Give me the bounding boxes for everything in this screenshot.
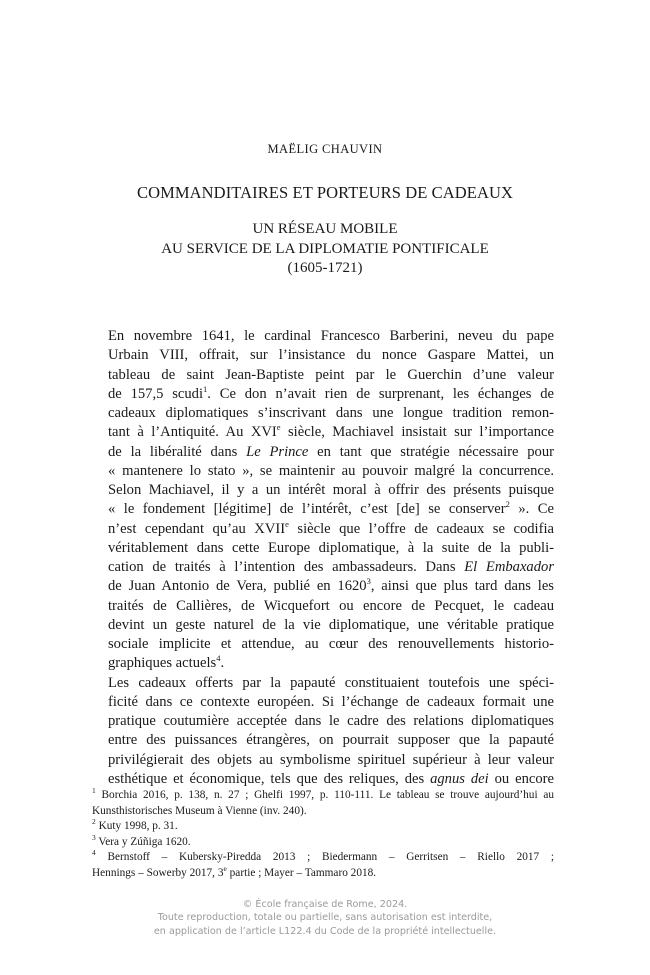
text-line: « mantenere lo stato », se maintenir au pouvoir malgré la concurrence. — [108, 462, 554, 479]
text-line: ficité dans ce contexte européen. Si l’échange de cadeaux formait une — [108, 693, 554, 710]
text-line: traités de Callières, de Wicquefort ou encore de Pecquet, le cadeau — [108, 597, 554, 614]
text-line: En novembre 1641, le cardinal Francesco Barberini, neveu du pape — [108, 328, 554, 344]
text-line: véritablement dans cette Europe diplomatique, à la suite de la publi- — [108, 539, 554, 556]
text-line: Les cadeaux offerts par la papauté constituaient toutefois une spéci- — [108, 674, 554, 691]
author-name: MAËLIG CHAUVIN — [267, 142, 383, 156]
italic-term: agnus dei — [430, 770, 489, 787]
footnote-ref[interactable]: 4 — [216, 653, 221, 664]
paragraph-2 — [92, 674, 554, 790]
text-line: de 157,5 scudi$^1$. Ce don n’avait rien de surprenant, les échanges de — [108, 383, 554, 402]
footnotes — [92, 788, 554, 882]
footnote-ref[interactable]: 3 — [366, 576, 371, 587]
article-title: COMMANDITAIRES ET PORTEURS DE CADEAUX — [136, 183, 513, 202]
text-line: cation de traités à l’intention des ambassadeurs. Dans El Embaxador — [108, 559, 554, 575]
text-line: privilégierait des objets au symbolisme spirituel supérieur à leur valeur — [108, 751, 554, 768]
article-subtitle — [0, 220, 650, 279]
text-line: de la libéralité dans Le Prince en tant que stratégie nécessaire pour — [108, 443, 555, 460]
body-text — [92, 327, 554, 789]
footnote-4: $^4$ Bernstoff – Kubersky-Piredda 2013 ; Biedermann – Gerritsen – Riello 2017 ; Hennings – Sowerby 2017, 3e partie ; Mayer – Tammaro 2018. — [92, 848, 554, 879]
copyright-line: © École française de Rome, 2024. — [242, 899, 408, 910]
copyright-line: Toute reproduction, totale ou partielle, sans autorisation est interdite, — [157, 912, 493, 924]
text-line: Urbain VIII, offrait, sur l’insistance du nonce Gaspare Mattei, un — [108, 347, 554, 364]
footnote-number: 4 — [92, 848, 96, 858]
subtitle-line: UN RÉSEAU MOBILE — [252, 221, 398, 237]
text-line: n’est cependant qu’au XVIIe siècle que l’offre de cadeaux se codifia — [108, 518, 554, 537]
text-line: devint un geste naturel de la vie diplomatique, une véritable pratique — [108, 616, 554, 633]
text-line: Selon Machiavel, il y a un intérêt moral à offrir des présents puisque — [108, 482, 554, 498]
subtitle-line: AU SERVICE DE LA DIPLOMATIE PONTIFICALE — [161, 240, 489, 257]
text-line: entre des puissances étrangères, on pourrait supposer que la papauté — [108, 732, 554, 749]
text-line: esthétique et économique, tels que des reliques, des agnus dei ou encore — [108, 770, 554, 787]
subtitle-line: (1605-1721) — [287, 260, 363, 276]
italic-title: Le Prince — [246, 443, 309, 460]
text-line: de Juan Antonio de Vera, publié en 1620$^3$, ainsi que plus tard dans les — [108, 576, 554, 595]
footnote-number: 1 — [92, 786, 96, 796]
footnote-ref[interactable]: 1 — [203, 383, 208, 394]
footnote-3: $^3$ Vera y Zúñiga 1620. — [92, 833, 191, 848]
footnote-number: 2 — [92, 817, 96, 827]
text-line: « le fondement [légitime] de l’intérêt, c’est [de] se conserver$^2$ ». Ce — [108, 499, 554, 518]
footnote-number: 3 — [92, 833, 96, 843]
text-line: sociale implicite et attendue, au cœur des renouvellements historio- — [108, 636, 554, 652]
footnote-2: $^2$ Kuty 1998, p. 31. — [92, 817, 178, 833]
text-line: cadeaux diplomatiques s’inscrivant dans une longue tradition remon- — [108, 405, 554, 421]
copyright-line: en application de l’article L122.4 du Code de la propriété intellectuelle. — [153, 925, 497, 937]
footnote-ref[interactable]: 2 — [505, 499, 510, 510]
paragraph-1 — [92, 327, 554, 674]
footnote-1: $^1$ Borchia 2016, p. 138, n. 27 ; Ghelfi 1997, p. 110-111. Le tableau se trouve aujourd’hui au Kunsthistorisches Museum à Vienne (inv. 240). — [92, 786, 555, 817]
text-line: graphiques actuels$^4$. — [108, 653, 225, 672]
italic-title: El Embaxador — [464, 559, 554, 575]
copyright-notice — [0, 898, 650, 938]
text-line: tableau de saint Jean-Baptiste peint par le Guerchin d’une valeur — [108, 366, 554, 383]
text-line: tant à l’Antiquité. Au XVIe siècle, Machiavel insistait sur l’importance — [108, 422, 554, 441]
text-line: pratique coutumière acceptée dans le cadre des relations diplomatiques — [108, 713, 554, 729]
